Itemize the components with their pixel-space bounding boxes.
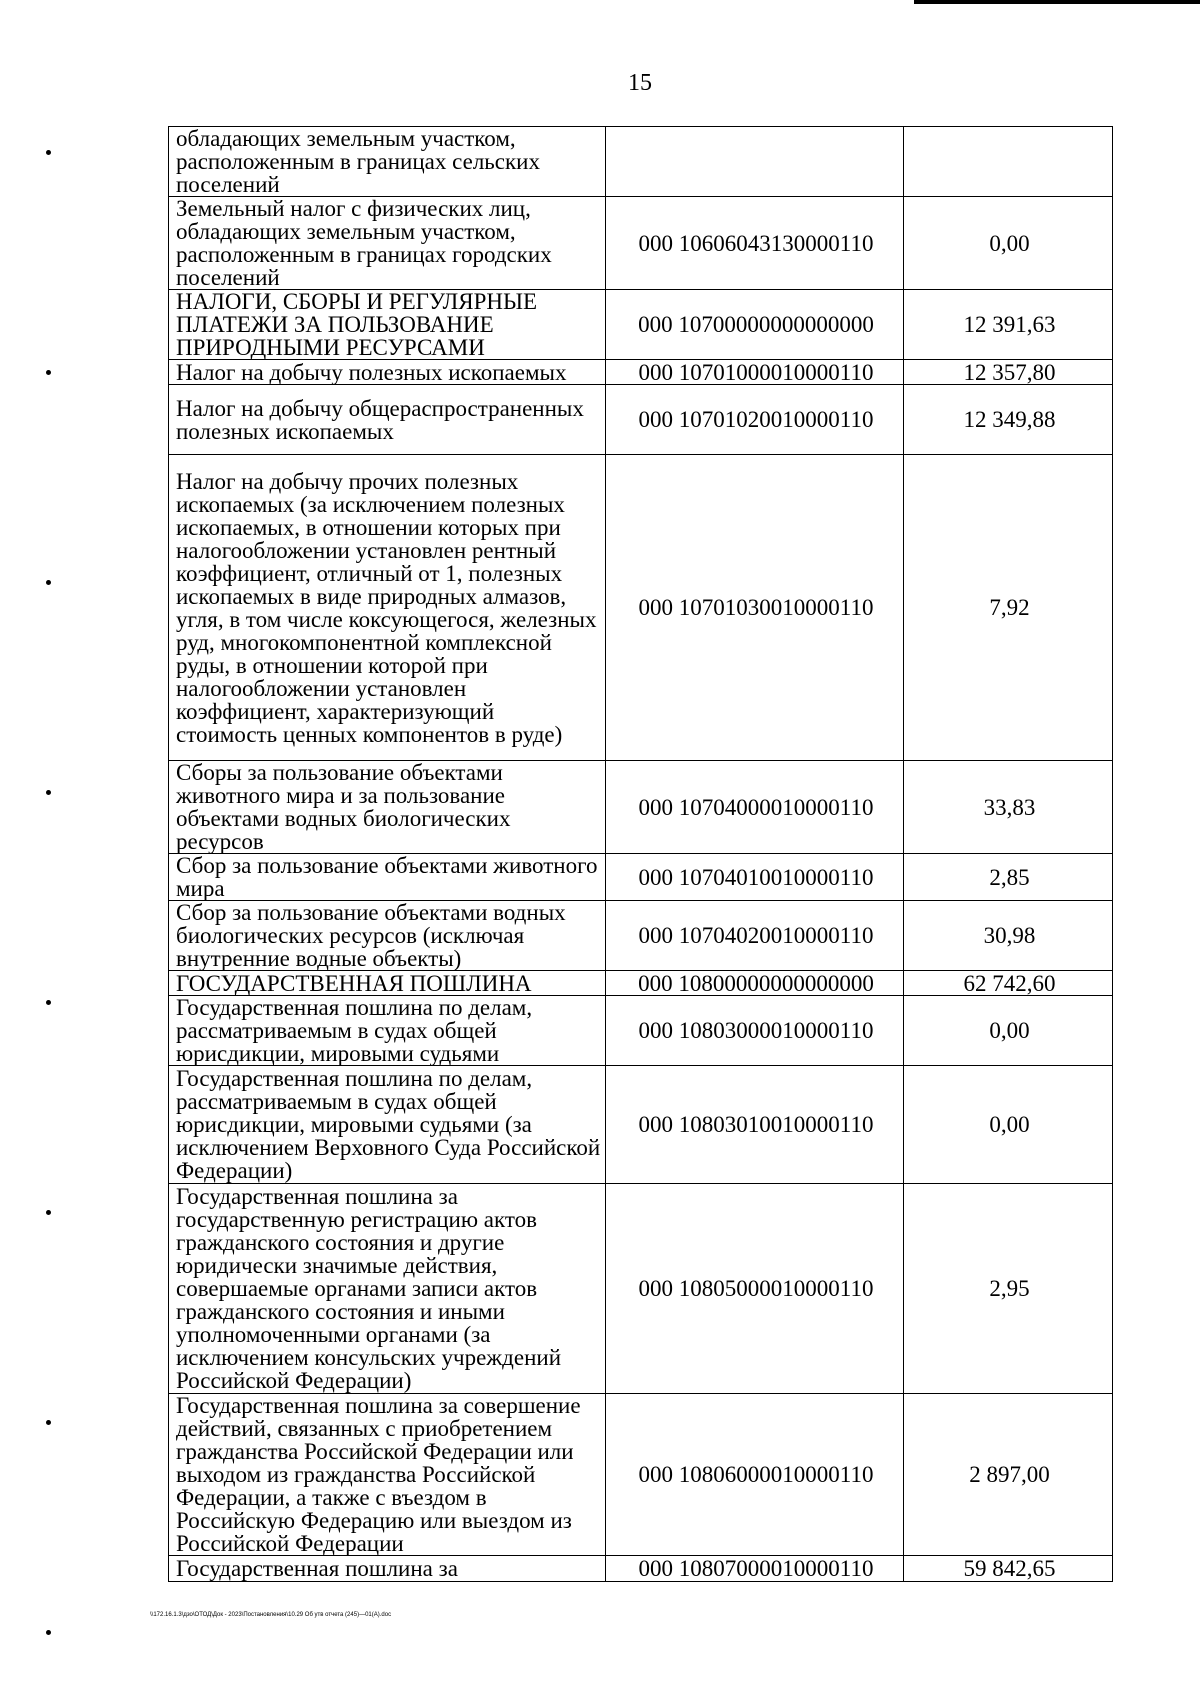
row-amount: 2,95 xyxy=(904,1184,1113,1394)
table-row xyxy=(169,1394,1113,1556)
row-code: 000 10803000010000110 xyxy=(606,996,904,1066)
table-row xyxy=(169,1184,1113,1394)
row-code: 000 10807000010000110 xyxy=(606,1556,904,1582)
row-amount: 30,98 xyxy=(904,901,1113,971)
row-code: 000 10806000010000110 xyxy=(606,1394,904,1556)
row-code: 000 10704000010000110 xyxy=(606,761,904,854)
revenue-table-body xyxy=(169,127,1113,1582)
row-amount xyxy=(904,127,1113,197)
row-amount: 59 842,65 xyxy=(904,1556,1113,1582)
table-row xyxy=(169,360,1113,385)
row-name: Государственная пошлина по делам, рассматриваемым в судах общей юрисдикции, мировыми судьями (за исключением Верховного Суда Российской Федерации) xyxy=(169,1066,606,1184)
row-code: 000 10606043130000110 xyxy=(606,197,904,290)
margin-dot xyxy=(46,790,51,795)
row-amount: 0,00 xyxy=(904,996,1113,1066)
row-code: 000 10701000010000110 xyxy=(606,360,904,385)
row-name: Налог на добычу полезных ископаемых xyxy=(169,360,606,385)
row-name: Сбор за пользование объектами водных биологических ресурсов (исключая внутренние водные объекты) xyxy=(169,901,606,971)
row-amount: 33,83 xyxy=(904,761,1113,854)
margin-dot xyxy=(46,150,51,155)
row-code: 000 10701020010000110 xyxy=(606,385,904,455)
table-row xyxy=(169,761,1113,854)
table-row xyxy=(169,455,1113,761)
row-name: Налог на добычу прочих полезных ископаемых (за исключением полезных ископаемых, в отношении которых при налогообложении установлен рентный коэффициент, отличный от 1, полезных ископаемых в виде природных алмазов, угля, в том числе коксующегося, железных руд, многокомпонентной комплексной руды, в отношении которой при налогообложении установлен коэффициент, характеризующий стоимость ценных компонентов в руде) xyxy=(169,455,606,761)
row-amount: 7,92 xyxy=(904,455,1113,761)
row-code: 000 10805000010000110 xyxy=(606,1184,904,1394)
margin-dot xyxy=(46,370,51,375)
margin-dot xyxy=(46,1210,51,1215)
row-amount: 0,00 xyxy=(904,197,1113,290)
margin-dot xyxy=(46,580,51,585)
row-code: 000 10704010010000110 xyxy=(606,854,904,901)
margin-dot xyxy=(46,1630,51,1635)
row-code: 000 10701030010000110 xyxy=(606,455,904,761)
row-name: Земельный налог с физических лиц, обладающих земельным участком, расположенным в границах городских поселений xyxy=(169,197,606,290)
table-row xyxy=(169,1556,1113,1582)
row-amount: 2,85 xyxy=(904,854,1113,901)
table-row xyxy=(169,127,1113,197)
table-row xyxy=(169,971,1113,996)
row-code: 000 10800000000000000 xyxy=(606,971,904,996)
row-amount: 2 897,00 xyxy=(904,1394,1113,1556)
row-amount: 12 357,80 xyxy=(904,360,1113,385)
margin-dot xyxy=(46,1000,51,1005)
table-row xyxy=(169,1066,1113,1184)
row-amount: 62 742,60 xyxy=(904,971,1113,996)
row-name: Государственная пошлина за государственную регистрацию актов гражданского состояния и другие юридически значимые действия, совершаемые органами записи актов гражданского состояния и иными уполномоченными органами (за исключением консульских учреждений Российской Федерации) xyxy=(169,1184,606,1394)
row-name: обладающих земельным участком, расположенным в границах сельских поселений xyxy=(169,127,606,197)
row-name: Налог на добычу общераспространенных полезных ископаемых xyxy=(169,385,606,455)
table-row xyxy=(169,197,1113,290)
row-name: Государственная пошлина по делам, рассматриваемым в судах общей юрисдикции, мировыми судьями xyxy=(169,996,606,1066)
row-name: НАЛОГИ, СБОРЫ И РЕГУЛЯРНЫЕ ПЛАТЕЖИ ЗА ПОЛЬЗОВАНИЕ ПРИРОДНЫМИ РЕСУРСАМИ xyxy=(169,290,606,360)
row-code: 000 10704020010000110 xyxy=(606,901,904,971)
table-row xyxy=(169,901,1113,971)
row-code xyxy=(606,127,904,197)
table-row xyxy=(169,854,1113,901)
row-name: Сборы за пользование объектами животного мира и за пользование объектами водных биологических ресурсов xyxy=(169,761,606,854)
row-code: 000 10803010010000110 xyxy=(606,1066,904,1184)
table-row xyxy=(169,290,1113,360)
row-name: ГОСУДАРСТВЕННАЯ ПОШЛИНА xyxy=(169,971,606,996)
table-row xyxy=(169,996,1113,1066)
row-name: Государственная пошлина за xyxy=(169,1556,606,1582)
top-rule xyxy=(914,0,1200,4)
page-number: 15 xyxy=(628,70,652,96)
row-name: Сбор за пользование объектами животного мира xyxy=(169,854,606,901)
row-amount: 12 391,63 xyxy=(904,290,1113,360)
row-name: Государственная пошлина за совершение действий, связанных с приобретением гражданства Российской Федерации или выходом из гражданства Российской Федерации, а также с въездом в Российскую Федерацию или выездом из Российской Федерации xyxy=(169,1394,606,1556)
margin-dot xyxy=(46,1420,51,1425)
table-row xyxy=(169,385,1113,455)
row-amount: 0,00 xyxy=(904,1066,1113,1184)
row-code: 000 10700000000000000 xyxy=(606,290,904,360)
row-amount: 12 349,88 xyxy=(904,385,1113,455)
footer-file-path: \\172.16.1.3\дзо\ОТОД\Док - 2023\Постановления\10.29 Об утв отчета (245)—01(А).doc xyxy=(150,1612,392,1618)
revenue-table xyxy=(168,126,1113,1582)
